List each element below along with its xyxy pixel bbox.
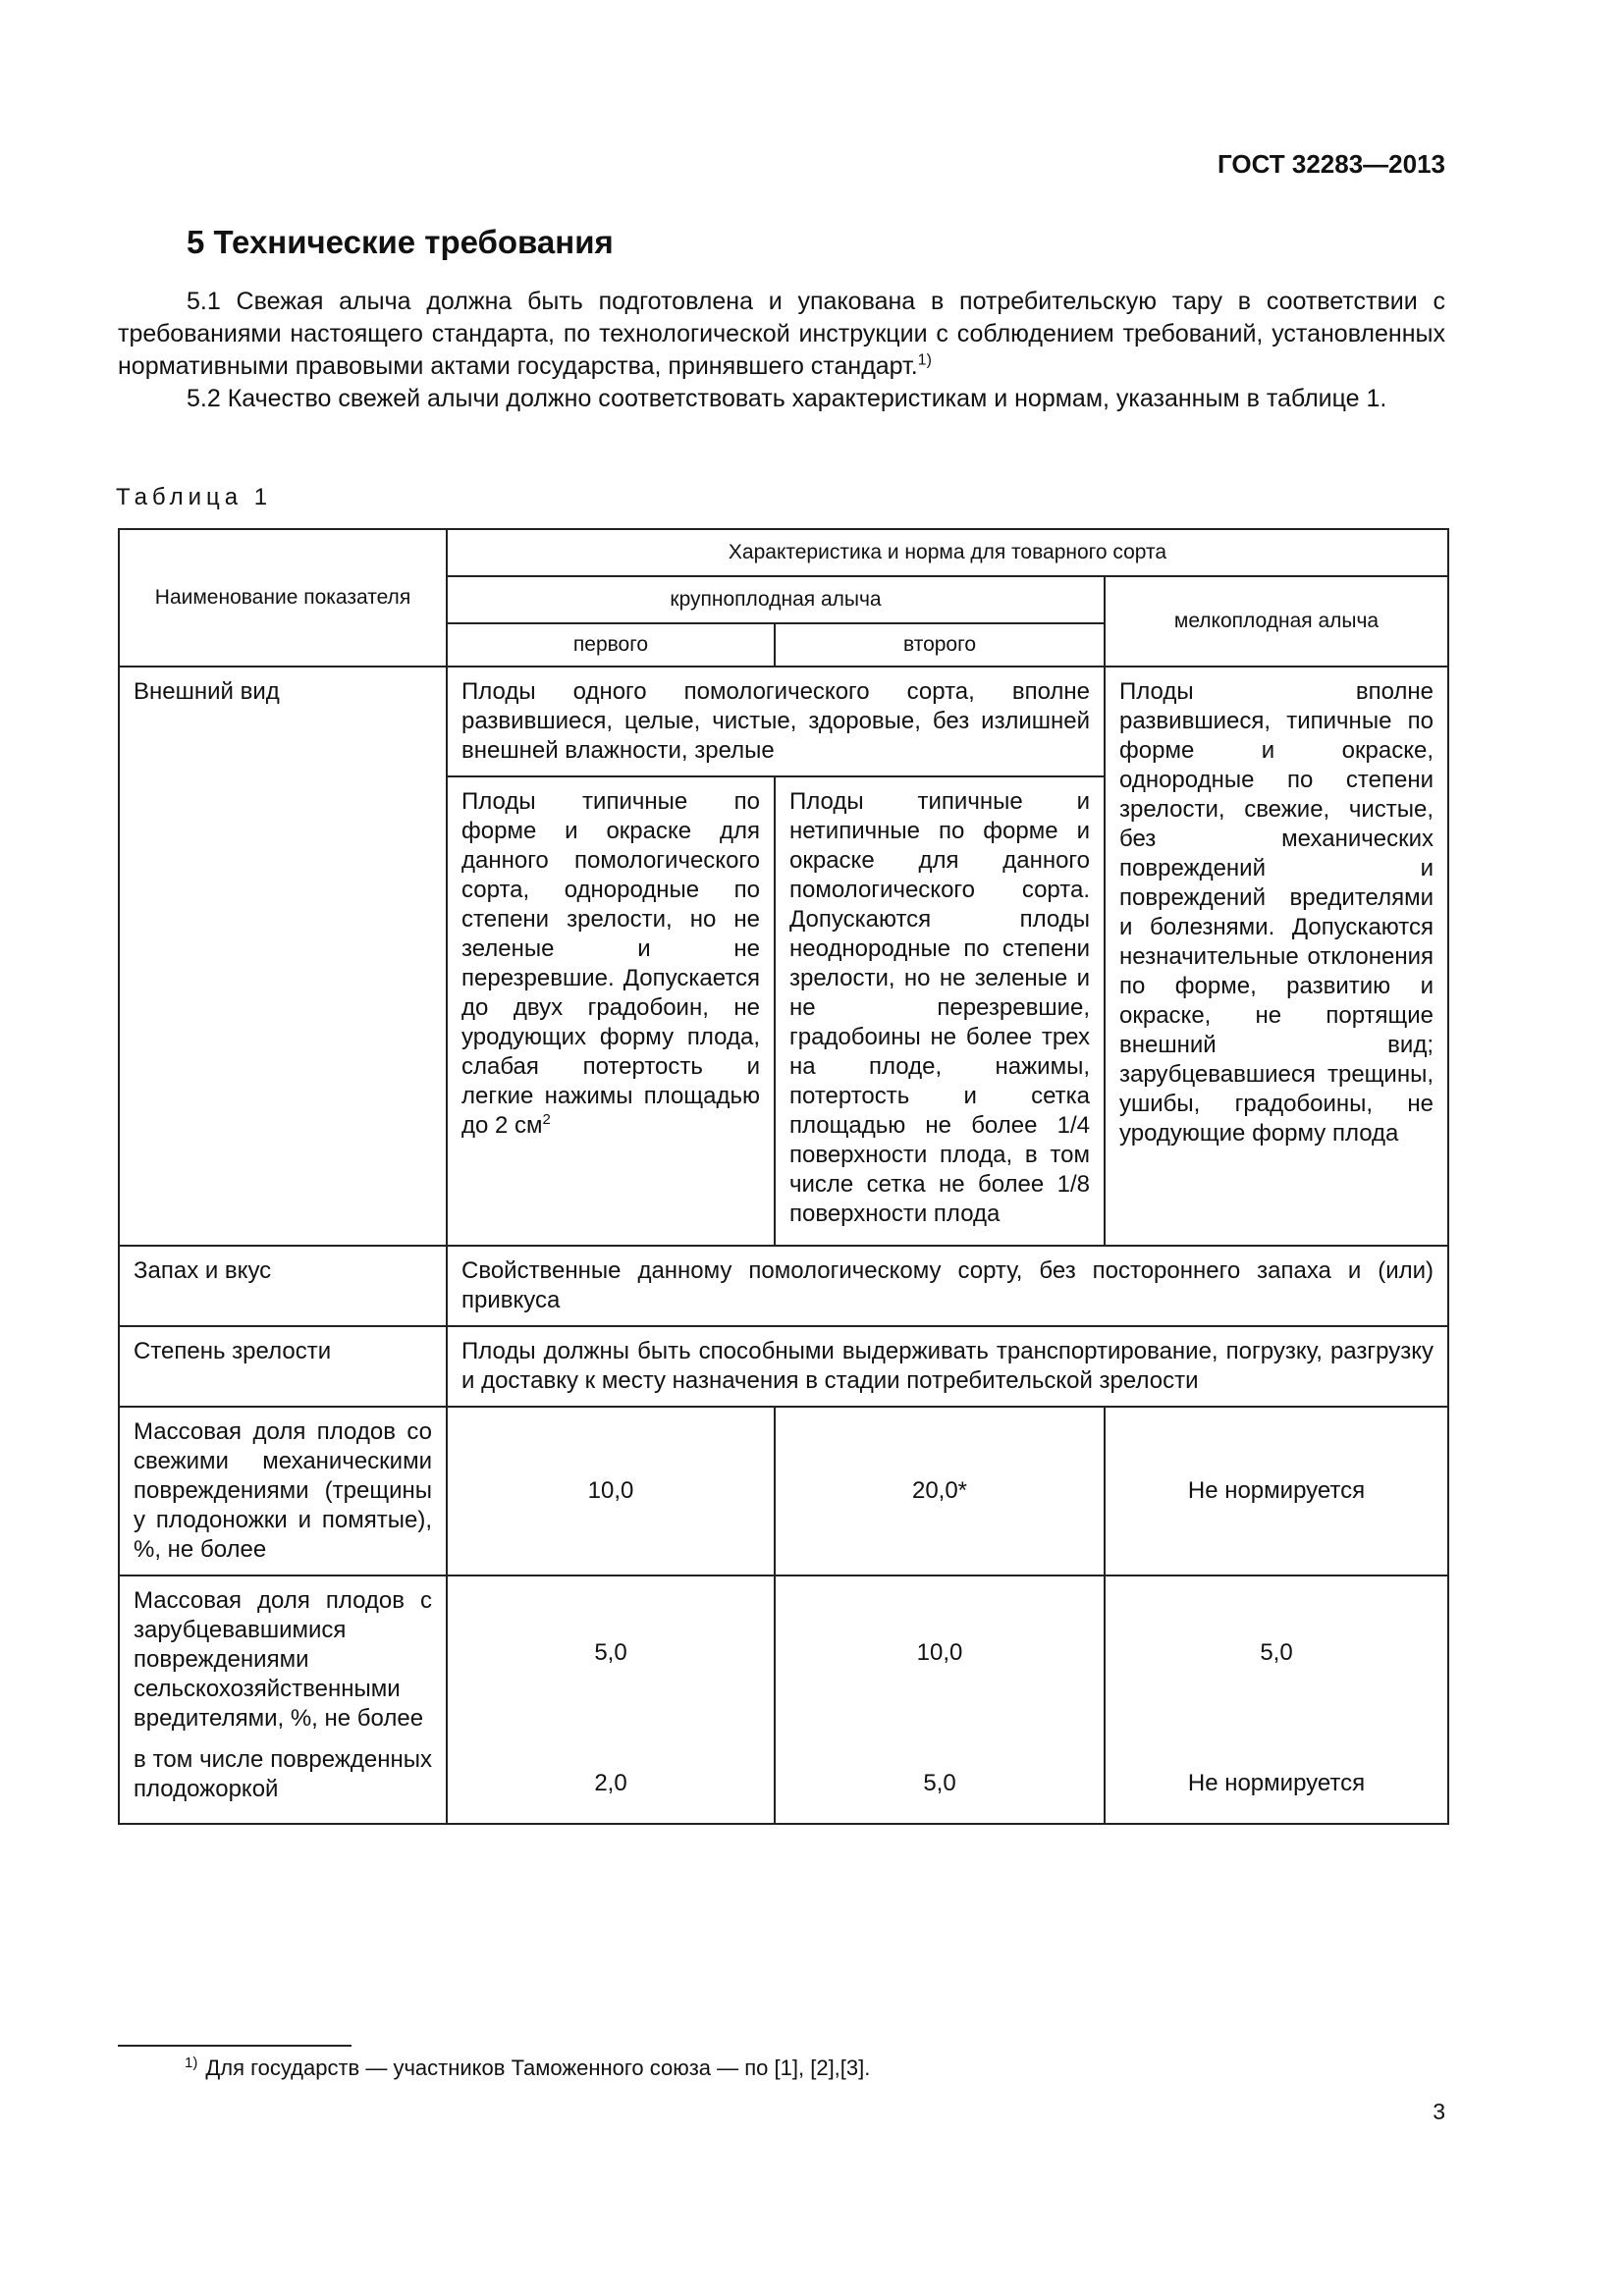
codling-first: 2,0: [447, 1743, 775, 1824]
row-name-mechanical: Массовая доля плодов со свежими механическими повреждениями (трещины у плодоножки и помятые), %, не более: [119, 1407, 447, 1575]
table-row: [119, 667, 1448, 776]
standard-code: ГОСТ 32283—2013: [1218, 149, 1445, 179]
row-name-appearance: Внешний вид: [119, 667, 447, 1246]
footnote-mark: 1): [185, 2054, 198, 2071]
row-name-ripeness: Степень зрелости: [119, 1326, 447, 1407]
pests-first: 5,0: [447, 1575, 775, 1743]
footnote-separator: [118, 2045, 352, 2047]
paragraph-5-2: [118, 383, 1445, 415]
mechanical-first: 10,0: [447, 1407, 775, 1575]
table-row: [119, 1575, 1448, 1743]
mechanical-second: 20,0*: [775, 1407, 1105, 1575]
page-number: 3: [1433, 2099, 1445, 2124]
table-caption: Таблица 1: [116, 484, 273, 510]
footnote: [185, 2056, 870, 2081]
superscript: 2: [542, 1111, 551, 1128]
appearance-large-common: Плоды одного помологического сорта, вполне развившиеся, целые, чистые, здоровые, без излишней внешней влажности, зрелые: [447, 667, 1105, 776]
footnote-text: Для государств — участников Таможенного союза — по [1], [2],[3].: [205, 2056, 871, 2080]
row-name-smell: Запах и вкус: [119, 1246, 447, 1326]
table-row: [119, 1407, 1448, 1575]
codling-small: Не нормируется: [1105, 1743, 1448, 1824]
mechanical-small: Не нормируется: [1105, 1407, 1448, 1575]
header-indicator: Наименование показателя: [119, 529, 447, 667]
table-header-row-1: [119, 529, 1448, 576]
ripeness-value: Плоды должны быть способными выдерживать транспортирование, погрузку, разгрузку и доставку к месту назначения в стадии потребительской зрелости: [447, 1326, 1448, 1407]
table-row: [119, 1326, 1448, 1407]
header-small-fruit: мелкоплодная алыча: [1105, 576, 1448, 667]
appearance-second: Плоды типичные и нетипичные по форме и окраске для данного помологического сорта. Допускаются плоды неоднородные по степени зрелости, но не зеленые и не перезревшие, градобоины не более трех на плоде, нажимы, потертость и сетка площадью не более 1/4 поверхности плода, в том числе сетка не более 1/8 поверхности плода: [775, 776, 1105, 1246]
table-row: [119, 1743, 1448, 1824]
row-name-codling: в том числе поврежденных плодожоркой: [119, 1743, 447, 1824]
table-row: [119, 1246, 1448, 1326]
quality-table: [118, 528, 1449, 1825]
paragraph-5-2-text: 5.2 Качество свежей алычи должно соответствовать характеристикам и нормам, указанным в таблице 1.: [187, 385, 1387, 412]
smell-value: Свойственные данному помологическому сорту, без постороннего запаха и (или) привкуса: [447, 1246, 1448, 1326]
appearance-small: Плоды вполне развившиеся, типичные по форме и окраске, однородные по степени зрелости, свежие, чистые, без механических повреждений и повреждений вредителями и болезнями. Допускаются незначительные отклонения по форме, развитию и окраске, не портящие внешний вид; зарубцевавшиеся трещины, ушибы, градобоины, не уродующие форму плода: [1105, 667, 1448, 1246]
header-second-grade: второго: [775, 623, 1105, 667]
appearance-first: [447, 776, 775, 1246]
header-characteristic: Характеристика и норма для товарного сорта: [447, 529, 1448, 576]
footnote-reference: 1): [917, 351, 932, 369]
paragraph-5-1: [118, 286, 1445, 383]
paragraph-5-1-text: 5.1 Свежая алыча должна быть подготовлена и упакована в потребительскую тару в соответствии с требованиями настоящего стандарта, по технологической инструкции с соблюдением требований, установленных нормативными правовыми актами государства, принявшего стандарт.: [118, 288, 1445, 380]
pests-second: 10,0: [775, 1575, 1105, 1743]
appearance-first-text: Плоды типичные по форме и окраске для данного помологического сорта, однородные по степени зрелости, но не зеленые и не перезревшие. Допускается до двух градобоин, не уродующих форму плода, слабая потертость и легкие нажимы площадью до 2 см: [461, 788, 760, 1139]
row-name-pests: Массовая доля плодов с зарубцевавшимися повреждениями сельскохозяйственными вредителями, %, не более: [119, 1575, 447, 1743]
header-first-grade: первого: [447, 623, 775, 667]
pests-small: 5,0: [1105, 1575, 1448, 1743]
header-large-fruit: крупноплодная алыча: [447, 576, 1105, 623]
section-title: 5 Технические требования: [187, 224, 614, 260]
codling-second: 5,0: [775, 1743, 1105, 1824]
